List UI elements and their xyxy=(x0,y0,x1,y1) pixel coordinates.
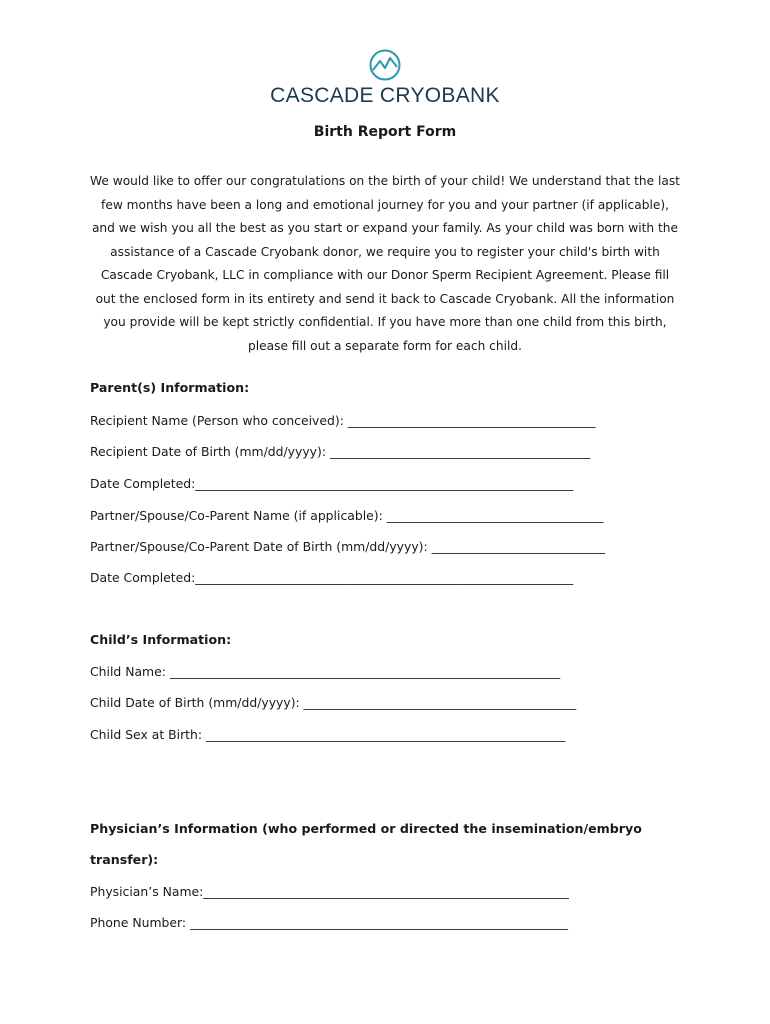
child-name-field[interactable]: Child Name: _______________________________________________________________ xyxy=(90,664,561,679)
physician-name-field[interactable]: Physician’s Name:___________________________________________________________ xyxy=(90,884,569,899)
child-dob-field[interactable]: Child Date of Birth (mm/dd/yyyy): ____________________________________________ xyxy=(90,695,577,710)
phone-number-field[interactable]: Phone Number: _____________________________________________________________ xyxy=(90,915,568,930)
recipient-name-field[interactable]: Recipient Name (Person who conceived): ________________________________________ xyxy=(90,413,596,428)
mountain-circle-icon xyxy=(368,48,402,82)
intro-paragraph: We would like to offer our congratulations on the birth of your child! We understand that the last few months have been a long and emotional journey for you and your partner (if applicable), and we wish you all the best as you start or expand your family. As your child was born with the assistance of a Cascade Cryobank donor, we require you to register your child's birth with Cascade Cryobank, LLC in compliance with our Donor Sperm Recipient Agreement. Please fill out the enclosed form in its entirety and send it back to Cascade Cryobank. All the information you provide will be kept strictly confidential. If you have more than one child from this birth, please fill out a separate form for each child. xyxy=(90,174,680,353)
brand-logo xyxy=(0,48,770,108)
recipient-dob-field[interactable]: Recipient Date of Birth (mm/dd/yyyy): __________________________________________ xyxy=(90,444,591,459)
child-sex-field[interactable]: Child Sex at Birth: __________________________________________________________ xyxy=(90,727,566,742)
date-completed-field[interactable]: Date Completed:_____________________________________________________________ xyxy=(90,476,574,491)
page-title: Birth Report Form xyxy=(313,124,457,140)
partner-name-field[interactable]: Partner/Spouse/Co-Parent Name (if applicable): ___________________________________ xyxy=(90,508,604,523)
child-heading: Child’s Information: xyxy=(90,632,232,647)
physician-heading: Physician’s Information (who performed or directed the insemination/embryo transfer): xyxy=(90,821,642,867)
parents-heading: Parent(s) Information: xyxy=(90,380,250,395)
partner-dob-field[interactable]: Partner/Spouse/Co-Parent Date of Birth (mm/dd/yyyy): ____________________________ xyxy=(90,539,606,554)
brand-name: CASCADE CRYOBANK xyxy=(270,84,500,107)
partner-date-completed-field[interactable]: Date Completed:_____________________________________________________________ xyxy=(90,570,574,585)
